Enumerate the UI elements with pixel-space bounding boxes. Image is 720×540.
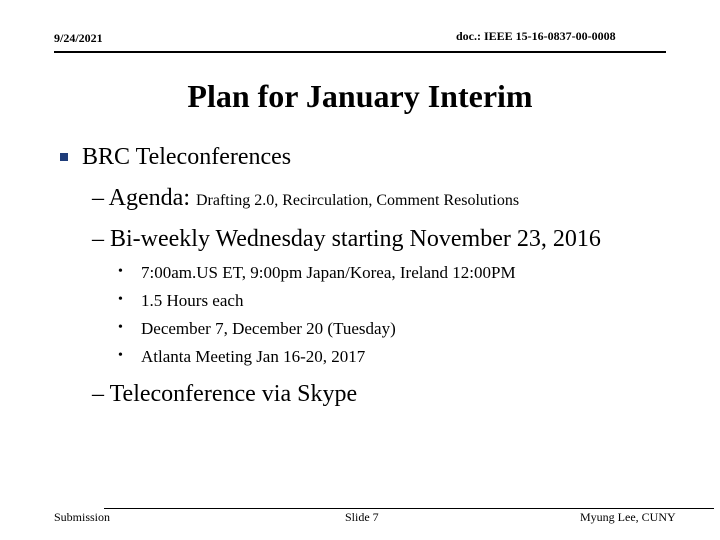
bullet-brc-teleconferences: BRC Teleconferences <box>82 144 292 170</box>
header-date: 9/24/2021 <box>54 31 103 45</box>
square-bullet-icon <box>60 153 68 161</box>
sub-bullet-atlanta: Atlanta Meeting Jan 16-20, 2017 <box>141 347 366 366</box>
footer-rule <box>104 508 714 509</box>
sub-bullet-dot-icon: • <box>118 348 123 363</box>
bullet-agenda <box>92 185 519 212</box>
footer-slide-number: Slide 7 <box>345 510 379 524</box>
bullet-skype: – Teleconference via Skype <box>92 381 358 407</box>
sub-bullet-duration: 1.5 Hours each <box>141 291 244 310</box>
header-doc-id: doc.: IEEE 15-16-0837-00-0008 <box>456 29 616 43</box>
sub-bullet-dates: December 7, December 20 (Tuesday) <box>141 319 396 338</box>
footer-submission: Submission <box>54 510 111 524</box>
agenda-label: – Agenda: <box>92 185 196 211</box>
bullet-biweekly: – Bi-weekly Wednesday starting November 23, 2016 <box>92 226 601 252</box>
agenda-detail: Drafting 2.0, Recirculation, Comment Resolutions <box>195 192 520 209</box>
footer-author: Myung Lee, CUNY <box>580 510 676 524</box>
sub-bullet-dot-icon: • <box>118 264 123 279</box>
sub-bullet-dot-icon: • <box>118 320 123 335</box>
slide-title: Plan for January Interim <box>187 78 533 114</box>
sub-bullet-times: 7:00am.US ET, 9:00pm Japan/Korea, Ireland 12:00PM <box>141 263 516 282</box>
sub-bullet-dot-icon: • <box>118 292 123 307</box>
header-rule <box>54 51 666 53</box>
